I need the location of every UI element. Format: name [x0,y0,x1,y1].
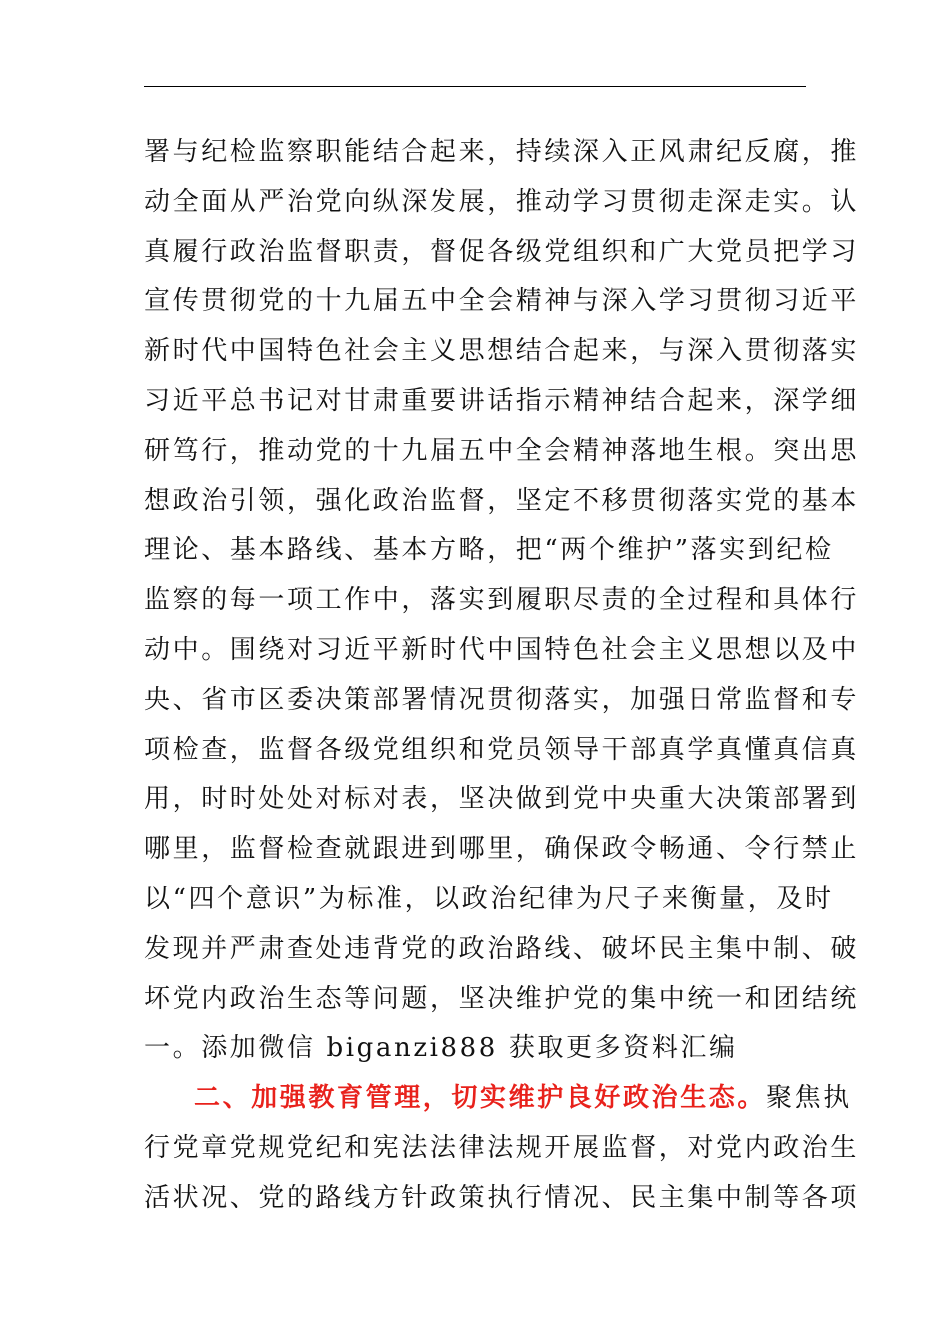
paragraph-line: 宣传贯彻党的十九届五中全会精神与深入学习贯彻习近平 [144,286,860,317]
paragraph-line: 动全面从严治党向纵深发展，推动学习贯彻走深走实。认 [144,186,860,217]
paragraph-line: 行党章党规党纪和宪法法律法规开展监督，对党内政治生 [144,1132,860,1163]
paragraph-line: 活状况、党的路线方针政策执行情况、民主集中制等各项 [144,1182,860,1213]
paragraph-line: 用，时时处处对标对表，坚决做到党中央重大决策部署到 [144,784,860,815]
paragraph-line: 署与纪检监察职能结合起来，持续深入正风肃纪反腐，推 [144,137,860,167]
paragraph-line: 坏党内政治生态等问题，坚决维护党的集中统一和团结统 [144,983,860,1014]
paragraph-line: 哪里，监督检查就跟进到哪里，确保政令畅通、令行禁止 [144,834,860,865]
paragraph-line: 以“四个意识”为标准，以政治纪律为尺子来衡量，及时 [144,883,834,914]
paragraph-line: 发现并严肃查处违背党的政治路线、破坏民主集中制、破 [144,933,860,964]
paragraph-line: 新时代中国特色社会主义思想结合起来，与深入贯彻落实 [144,336,860,367]
paragraph-line: 监察的每一项工作中，落实到履职尽责的全过程和具体行 [144,585,860,616]
section-heading-line [144,1074,852,1124]
header-rule [144,86,806,87]
paragraph-line: 央、省市区委决策部署情况贯彻落实，加强日常监督和专 [144,684,860,715]
section-lead-text: 聚焦执 [766,1083,852,1114]
paragraph-line: 项检查，监督各级党组织和党员领导干部真学真懂真信真 [144,734,860,765]
paragraph-line: 研笃行，推动党的十九届五中全会精神落地生根。突出思 [144,435,860,466]
paragraph-line: 习近平总书记对甘肃重要讲话指示精神结合起来，深学细 [144,385,860,416]
paragraph-line: 一。添加微信 biganzi888 获取更多资料汇编 [144,1033,738,1064]
paragraph-line: 真履行政治监督职责，督促各级党组织和广大党员把学习 [144,236,860,267]
document-body [144,128,860,1224]
paragraph-line: 想政治引领，强化政治监督，坚定不移贯彻落实党的基本 [144,485,860,516]
section-heading: 二、加强教育管理，切实维护良好政治生态。 [194,1083,767,1114]
paragraph-line: 动中。围绕对习近平新时代中国特色社会主义思想以及中 [144,634,860,665]
paragraph-line: 理论、基本路线、基本方略，把“两个维护”落实到纪检 [144,535,834,566]
